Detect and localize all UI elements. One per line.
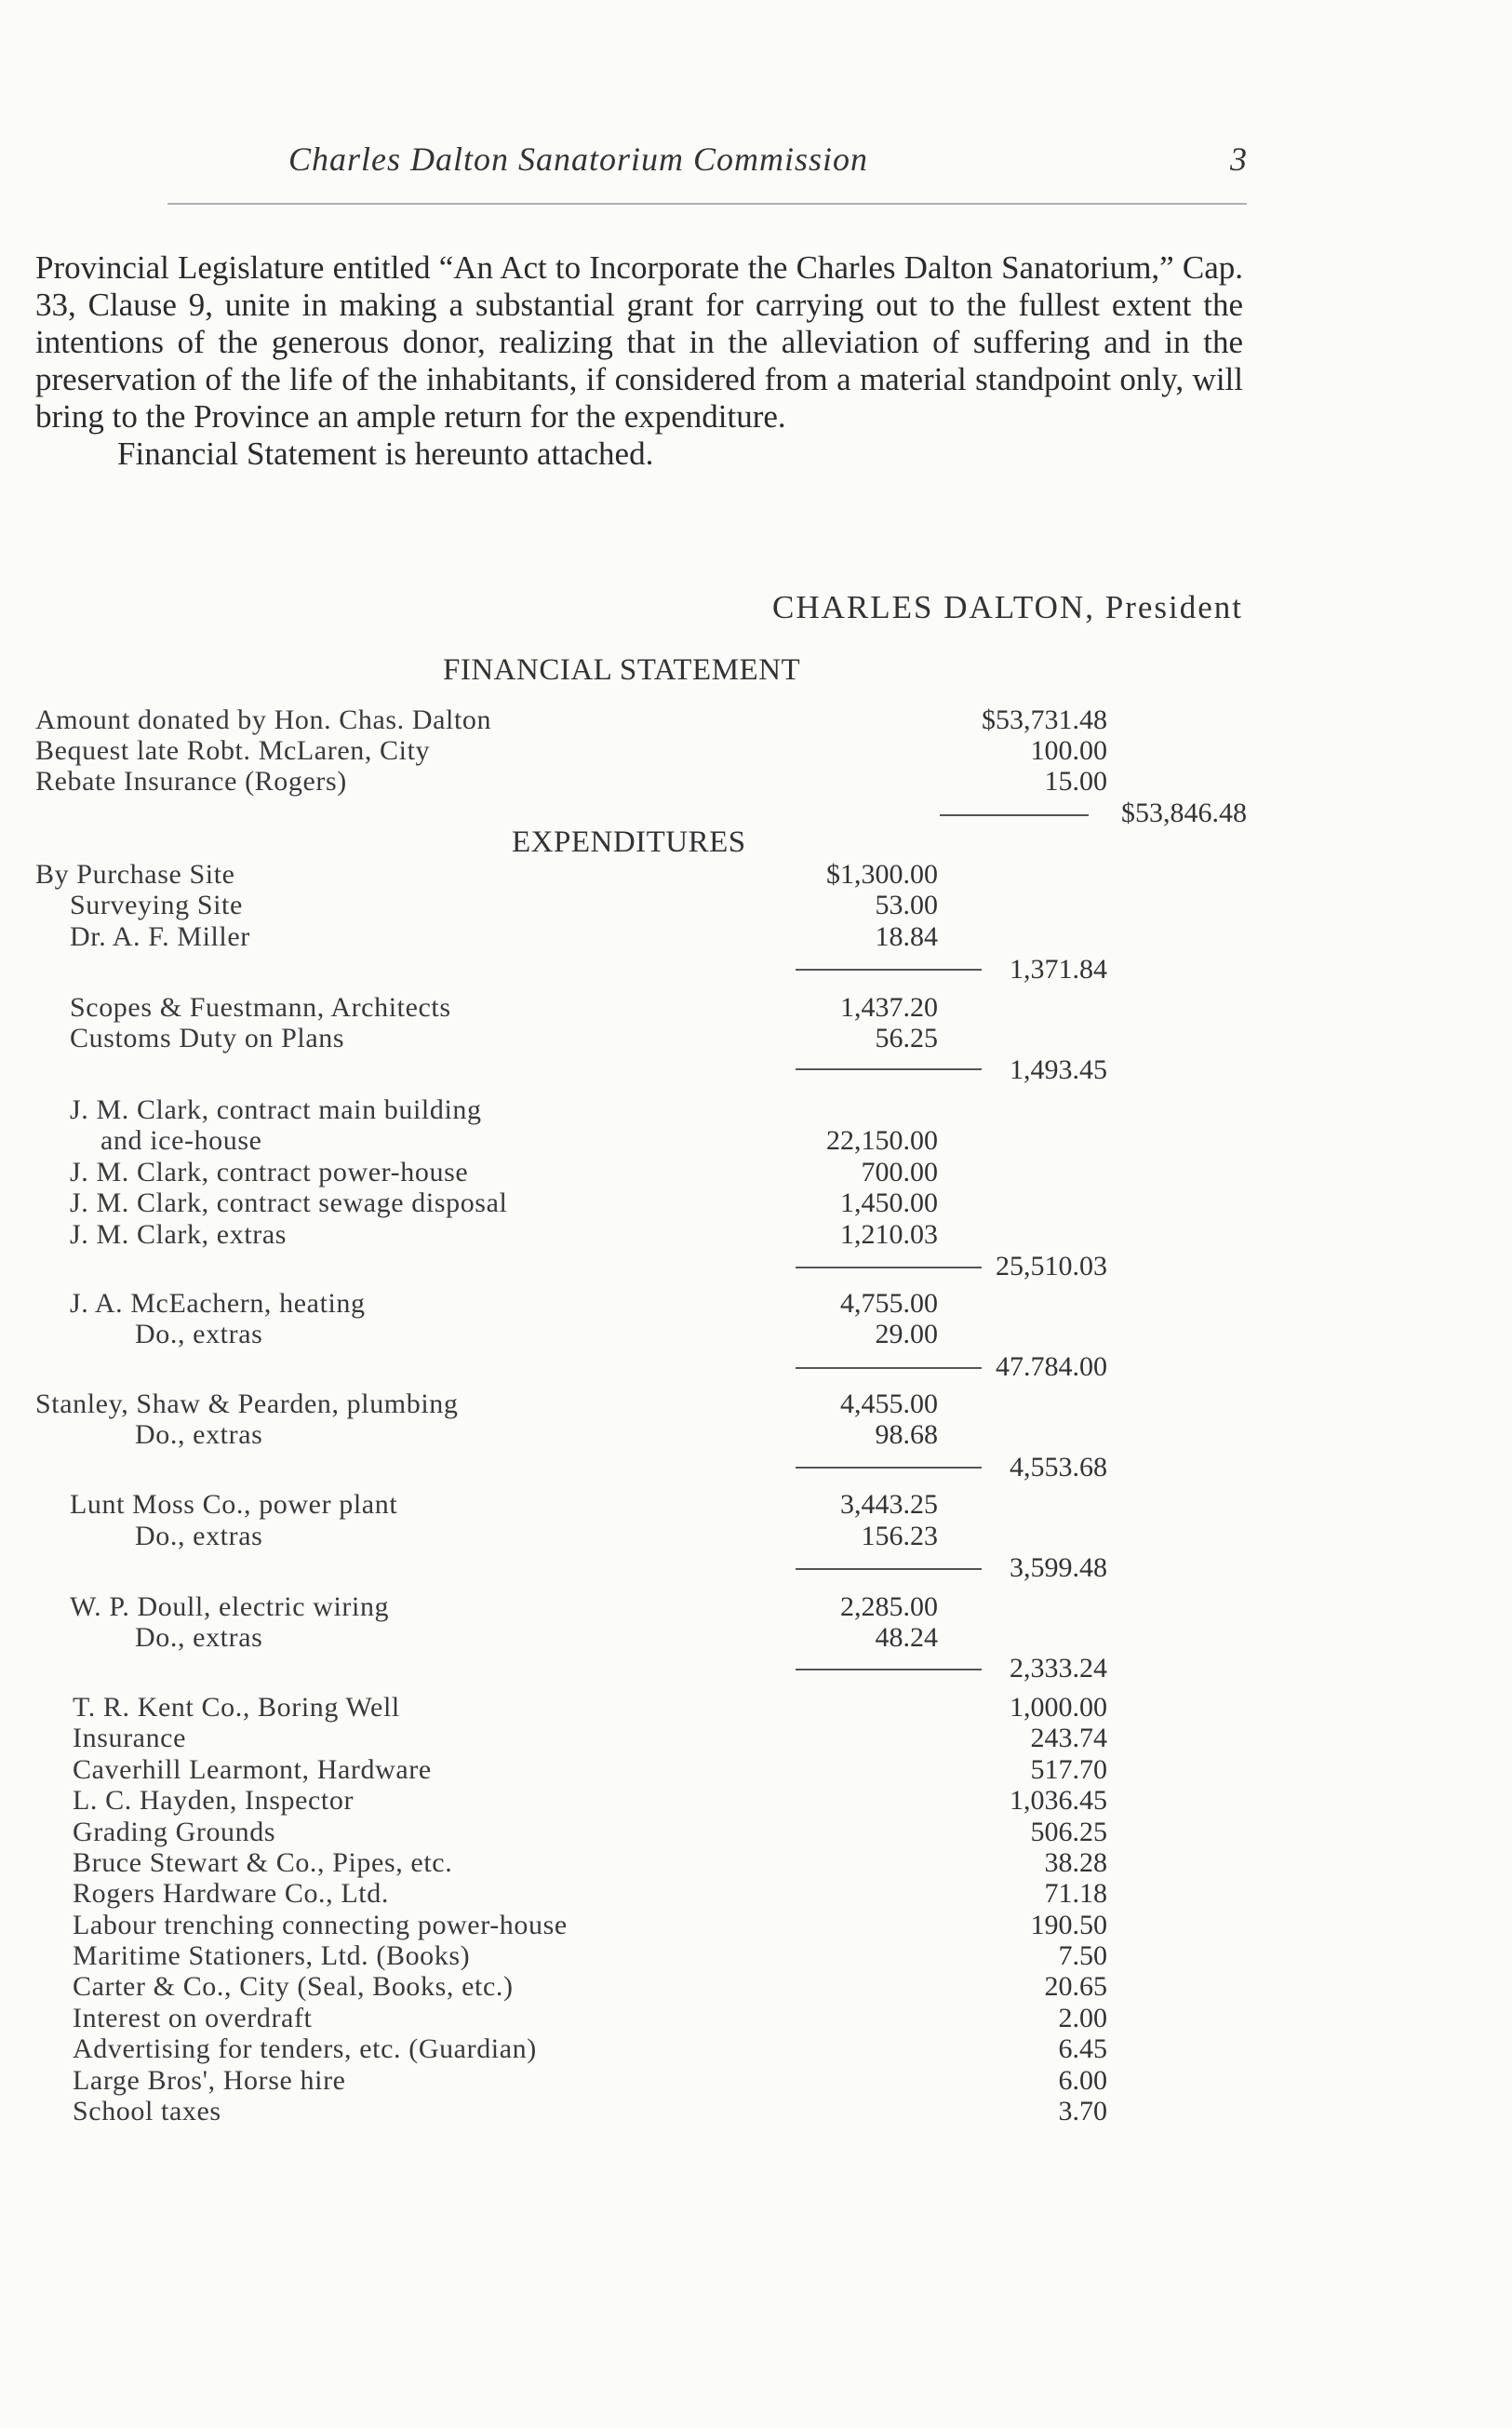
- misc-amount: 506.25: [1030, 1817, 1107, 1847]
- misc-row: [0, 2003, 1512, 2034]
- misc-row: [0, 1785, 1512, 1817]
- group-total: 1,371.84: [1010, 954, 1107, 985]
- group-total-row: [0, 1552, 1512, 1584]
- misc-amount: 38.28: [1044, 1847, 1107, 1878]
- expense-label: Stanley, Shaw & Pearden, plumbing: [35, 1388, 459, 1419]
- expense-label: Scopes & Fuestmann, Architects: [70, 992, 451, 1023]
- misc-label: School taxes: [73, 2096, 221, 2126]
- expense-row: [0, 1023, 1512, 1054]
- group-total-row: [0, 1251, 1512, 1282]
- expense-amount: 2,285.00: [840, 1591, 938, 1622]
- misc-label: Caverhill Learmont, Hardware: [73, 1754, 432, 1785]
- expense-label: J. M. Clark, extras: [70, 1219, 288, 1250]
- receipt-row: [0, 735, 1512, 767]
- expense-amount: 56.25: [875, 1023, 938, 1053]
- header-rule: [167, 203, 1247, 205]
- expense-row: [0, 859, 1512, 891]
- expense-row: [0, 1187, 1512, 1219]
- expense-row: [0, 921, 1512, 953]
- attached-note: Financial Statement is hereunto attached.: [117, 436, 654, 472]
- expense-row: [0, 1622, 1512, 1654]
- misc-amount: 6.00: [1058, 2065, 1107, 2096]
- receipt-row: [0, 704, 1512, 736]
- expense-label: Do., extras: [135, 1622, 263, 1653]
- expense-amount: 4,755.00: [840, 1288, 938, 1319]
- expense-label: W. P. Doull, electric wiring: [70, 1591, 390, 1622]
- expense-amount: 700.00: [861, 1157, 938, 1187]
- misc-row: [0, 1692, 1512, 1724]
- expense-label: Surveying Site: [70, 890, 243, 920]
- expense-label: By Purchase Site: [35, 859, 235, 890]
- expense-label: Customs Duty on Plans: [70, 1023, 345, 1053]
- expenditures-title: EXPENDITURES: [512, 825, 746, 859]
- receipts-total-row: [0, 798, 1512, 829]
- receipt-label: Rebate Insurance (Rogers): [35, 766, 347, 797]
- expense-row: [0, 992, 1512, 1024]
- misc-amount: 2.00: [1058, 2003, 1107, 2033]
- misc-row: [0, 1847, 1512, 1879]
- expense-row: [0, 1094, 1512, 1126]
- misc-amount: 6.45: [1058, 2033, 1107, 2064]
- receipt-label: Amount donated by Hon. Chas. Dalton: [35, 704, 492, 735]
- signature: CHARLES DALTON, President: [772, 589, 1243, 625]
- misc-label: Labour trenching connecting power-house: [73, 1910, 568, 1940]
- statement-title: FINANCIAL STATEMENT: [443, 653, 801, 687]
- misc-row: [0, 1910, 1512, 1941]
- expense-row: [0, 890, 1512, 921]
- misc-amount: 190.50: [1030, 1910, 1107, 1940]
- group-total-row: [0, 1452, 1512, 1483]
- group-total-row: [0, 1351, 1512, 1383]
- expense-label: Do., extras: [135, 1319, 263, 1349]
- expense-row: [0, 1157, 1512, 1188]
- misc-label: Bruce Stewart & Co., Pipes, etc.: [73, 1847, 453, 1878]
- group-total: 47.784.00: [996, 1351, 1107, 1382]
- expense-row: [0, 1288, 1512, 1320]
- misc-label: Grading Grounds: [73, 1817, 276, 1847]
- expense-row: [0, 1125, 1512, 1157]
- misc-amount: 71.18: [1044, 1878, 1107, 1909]
- misc-row: [0, 2096, 1512, 2127]
- expense-amount: 18.84: [875, 921, 938, 952]
- misc-row: [0, 1723, 1512, 1754]
- receipt-amount: 100.00: [1030, 735, 1107, 766]
- running-title: Charles Dalton Sanatorium Commission: [288, 141, 869, 178]
- misc-amount: 7.50: [1058, 1940, 1107, 1971]
- expense-label: J. M. Clark, contract power-house: [70, 1157, 469, 1187]
- misc-label: Advertising for tenders, etc. (Guardian): [73, 2033, 537, 2064]
- group-total: 1,493.45: [1010, 1054, 1107, 1085]
- misc-label: Large Bros', Horse hire: [73, 2065, 346, 2096]
- group-total: 4,553.68: [1010, 1452, 1107, 1482]
- expense-amount: $1,300.00: [826, 859, 938, 890]
- expense-label: Do., extras: [135, 1521, 263, 1551]
- misc-label: Rogers Hardware Co., Ltd.: [73, 1878, 389, 1909]
- expense-label: J. M. Clark, contract main building: [70, 1094, 482, 1125]
- expense-row: [0, 1591, 1512, 1623]
- misc-label: Maritime Stationers, Ltd. (Books): [73, 1940, 471, 1971]
- misc-row: [0, 1817, 1512, 1848]
- expense-amount: 48.24: [875, 1622, 938, 1653]
- group-total-row: [0, 1653, 1512, 1684]
- misc-row: [0, 1971, 1512, 2003]
- expense-row: [0, 1219, 1512, 1251]
- misc-amount: 243.74: [1030, 1723, 1107, 1753]
- expense-amount: 1,210.03: [840, 1219, 938, 1250]
- expense-row: [0, 1319, 1512, 1350]
- misc-row: [0, 1878, 1512, 1910]
- expense-row: [0, 1419, 1512, 1451]
- expense-amount: 156.23: [861, 1521, 938, 1551]
- misc-label: L. C. Hayden, Inspector: [73, 1785, 355, 1816]
- misc-row: [0, 1940, 1512, 1972]
- misc-row: [0, 1754, 1512, 1786]
- intro-text: [35, 249, 1243, 473]
- expense-label: Dr. A. F. Miller: [70, 921, 250, 952]
- misc-row: [0, 2065, 1512, 2097]
- misc-label: Interest on overdraft: [73, 2003, 313, 2033]
- expense-row: [0, 1521, 1512, 1552]
- intro-paragraph: Provincial Legislature entitled “An Act to Incorporate the Charles Dalton Sanatorium,” Cap. 33, Clause 9, unite in making a substantial grant for carrying out to the fullest extent the intentions of the generous donor, realizing that in the alleviation of suffering and in the preservation of the life of the inhabitants, if considered from a material standpoint only, will bring to the Province an ample return for the expenditure.: [35, 249, 1243, 435]
- receipt-amount: 15.00: [1044, 766, 1107, 797]
- receipt-amount: $53,731.48: [982, 704, 1107, 735]
- expense-label: J. M. Clark, contract sewage disposal: [70, 1187, 508, 1218]
- expense-amount: 1,437.20: [840, 992, 938, 1023]
- expense-amount: 22,150.00: [826, 1125, 938, 1156]
- misc-label: Carter & Co., City (Seal, Books, etc.): [73, 1971, 514, 2002]
- expense-amount: 4,455.00: [840, 1388, 938, 1419]
- expense-amount: 53.00: [875, 890, 938, 920]
- expense-row: [0, 1489, 1512, 1521]
- misc-amount: 1,036.45: [1010, 1785, 1107, 1816]
- group-total-row: [0, 954, 1512, 986]
- group-total: 25,510.03: [996, 1251, 1107, 1281]
- misc-label: T. R. Kent Co., Boring Well: [73, 1692, 400, 1723]
- group-total-row: [0, 1054, 1512, 1086]
- receipts-total: $53,846.48: [1121, 798, 1247, 828]
- misc-amount: 20.65: [1044, 1971, 1107, 2002]
- expense-row: [0, 1388, 1512, 1420]
- expense-amount: 3,443.25: [840, 1489, 938, 1520]
- misc-amount: 3.70: [1058, 2096, 1107, 2126]
- expense-label: Lunt Moss Co., power plant: [70, 1489, 398, 1520]
- receipt-label: Bequest late Robt. McLaren, City: [35, 735, 431, 766]
- group-total: 3,599.48: [1010, 1552, 1107, 1583]
- expense-amount: 1,450.00: [840, 1187, 938, 1218]
- page-number: 3: [1230, 141, 1247, 178]
- expense-label: Do., extras: [135, 1419, 263, 1450]
- expense-amount: 29.00: [875, 1319, 938, 1349]
- misc-amount: 1,000.00: [1010, 1692, 1107, 1723]
- group-total: 2,333.24: [1010, 1653, 1107, 1684]
- expense-label: J. A. McEachern, heating: [70, 1288, 366, 1319]
- misc-label: Insurance: [73, 1723, 187, 1753]
- running-header: [0, 140, 1512, 186]
- misc-row: [0, 2033, 1512, 2065]
- expense-label: and ice-house: [100, 1125, 262, 1156]
- receipt-row: [0, 766, 1512, 798]
- expense-amount: 98.68: [875, 1419, 938, 1450]
- misc-amount: 517.70: [1030, 1754, 1107, 1785]
